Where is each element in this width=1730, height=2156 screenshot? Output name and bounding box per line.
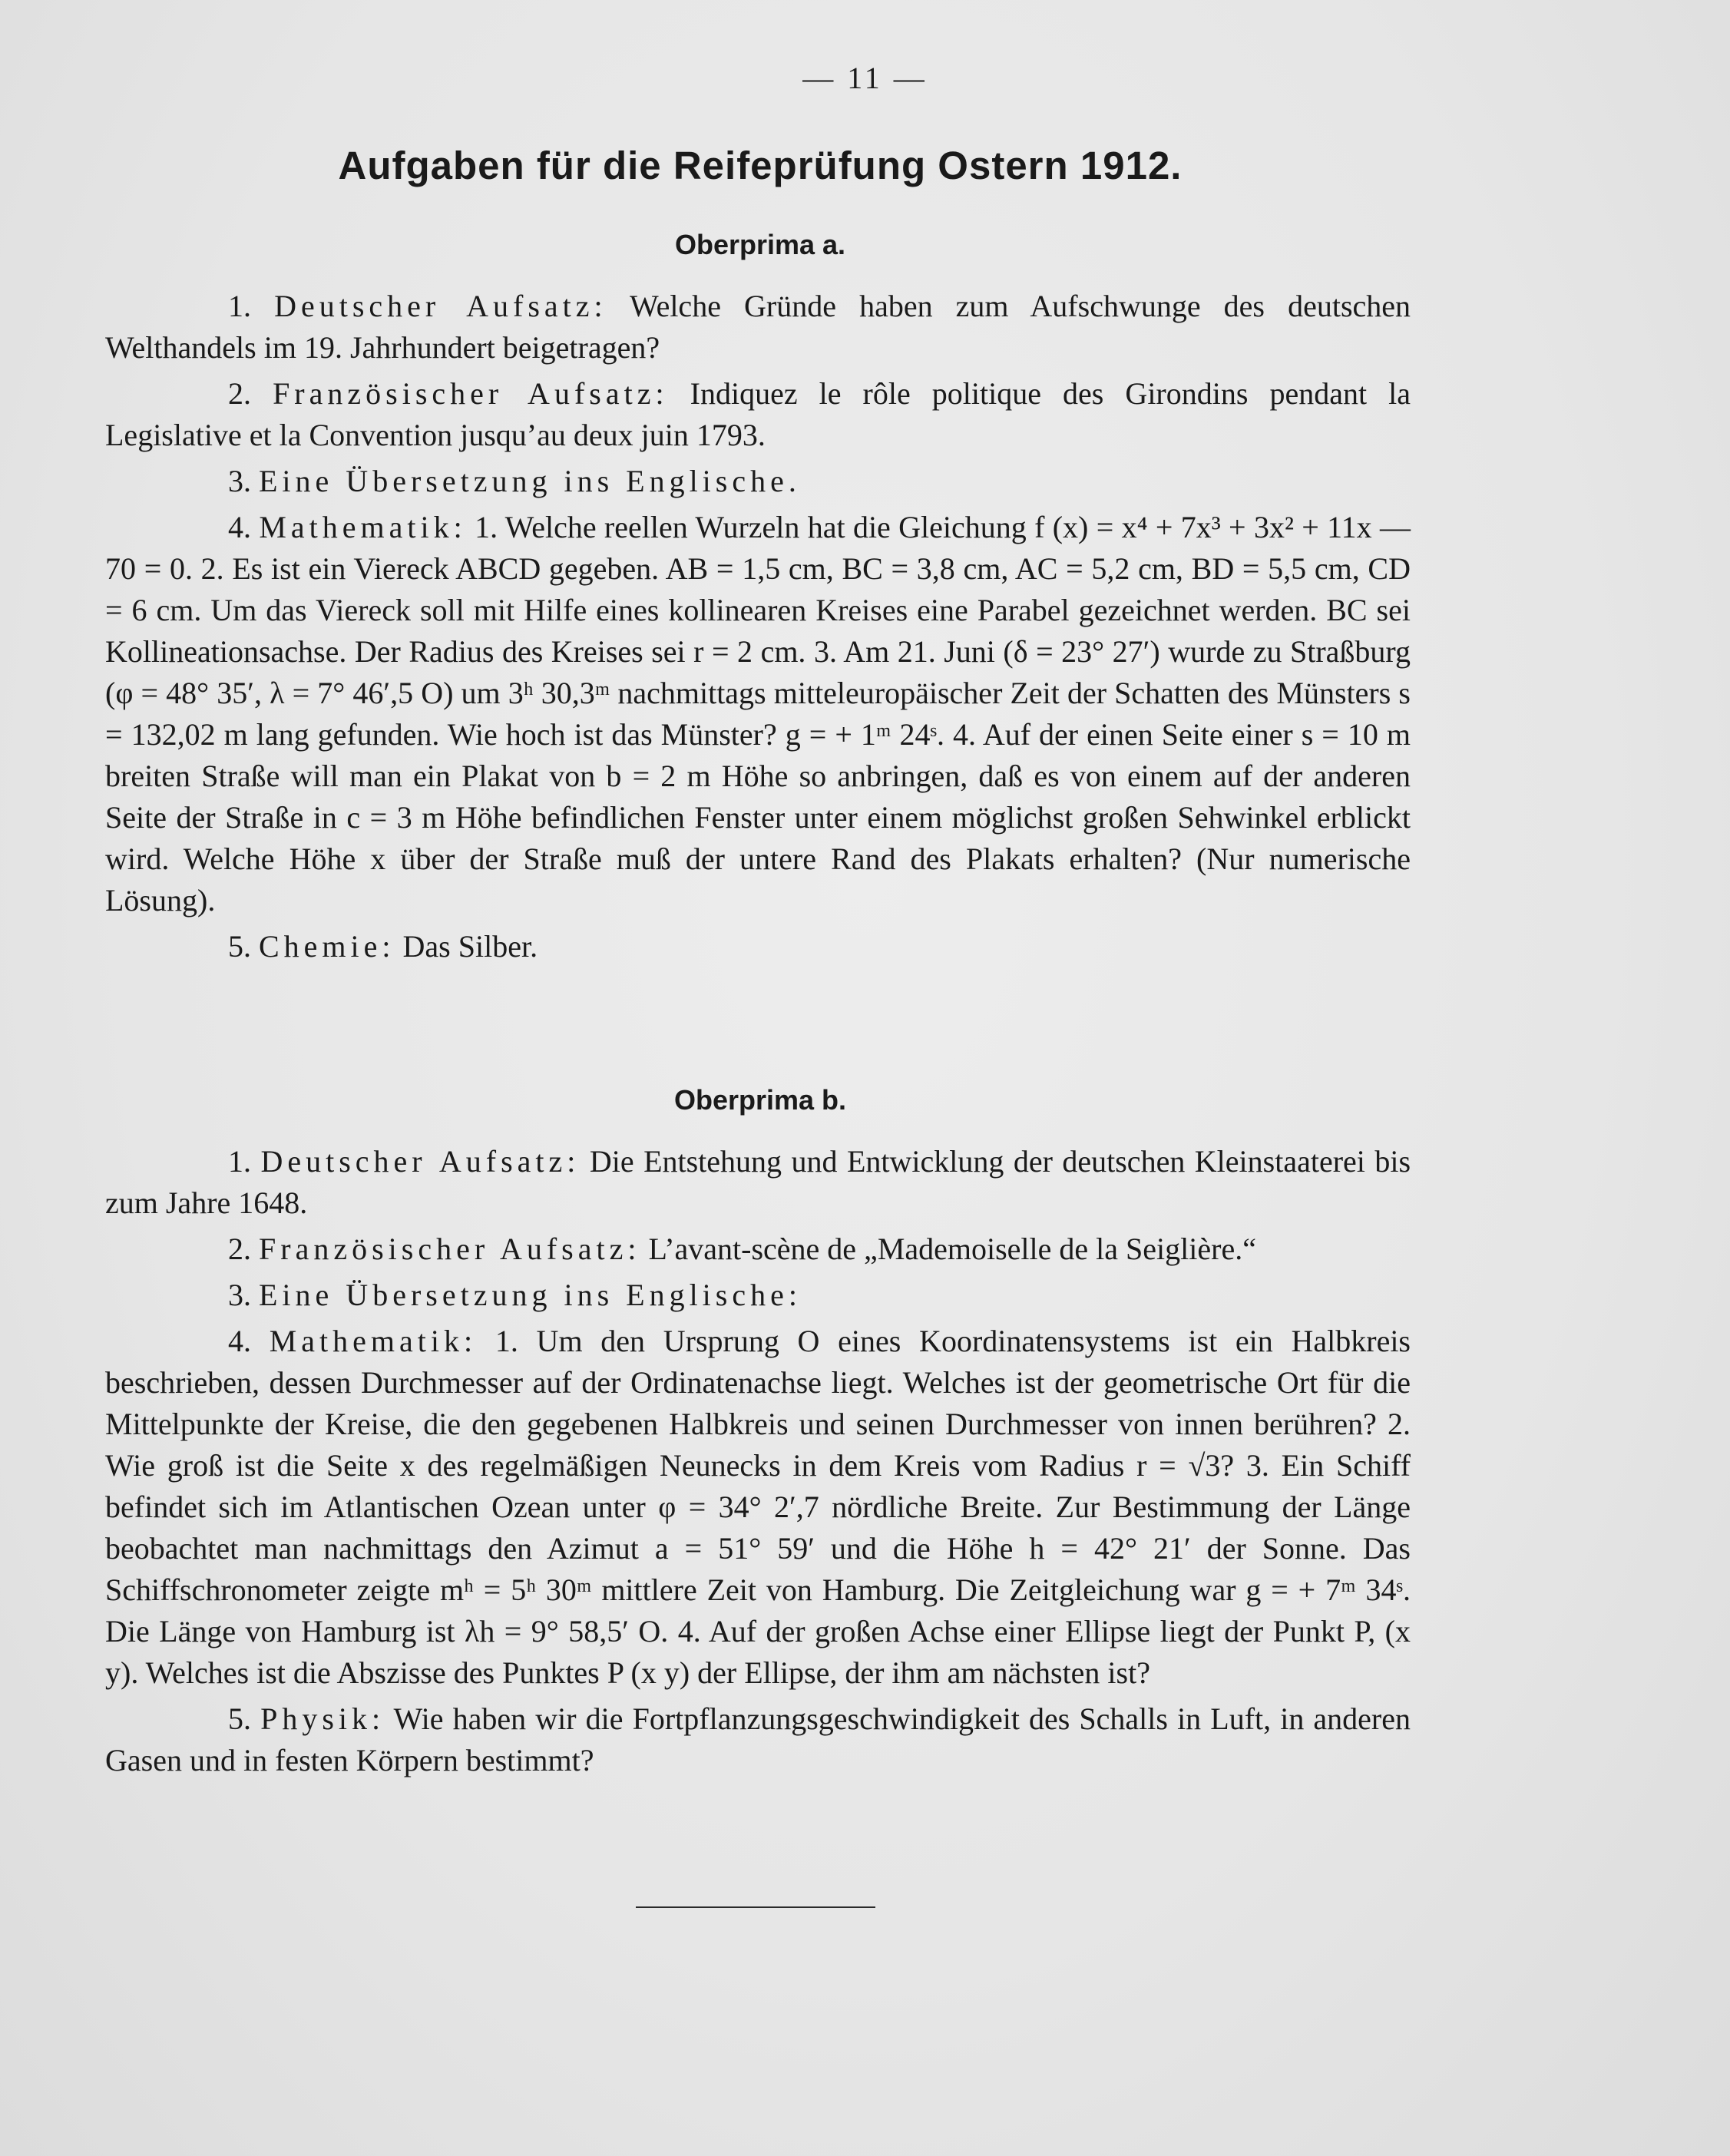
task-item — [105, 926, 1411, 967]
task-subject: Eine Übersetzung ins Englische. — [259, 464, 801, 498]
task-item — [105, 286, 1411, 369]
task-item — [105, 373, 1411, 456]
section-heading-oberprima-a: Oberprima a. — [674, 229, 846, 260]
task-item — [105, 461, 1411, 502]
task-item — [105, 1698, 1411, 1781]
task-number: 2. — [228, 1232, 251, 1266]
task-subject: Deutscher Aufsatz: — [260, 1144, 581, 1179]
task-number: 4. — [228, 510, 251, 544]
task-subject: Chemie: — [259, 929, 395, 964]
task-text: Indiquez le rôle politique des Girondins pendant la Legislative et la Convention jusqu’au deux juin 1793. — [105, 376, 1411, 452]
task-item — [105, 1321, 1411, 1694]
task-text: 1. Um den Ursprung O eines Koordinatensystems ist ein Halbkreis beschrieben, dessen Durchmesser auf der Ordinatenachse liegt. Welches ist der geometrische Ort für die Mittelpunkte der Kreise, die den gegebenen Halbkreis und seinen Durchmesser von innen berühren? 2. Wie groß ist die Seite x des regelmäßigen Neunecks in dem Kreis vom Radius r = √3? 3. Ein Schiff befindet sich im Atlantischen Ozean unter φ = 34° 2′,7 nördliche Breite. Zur Bestimmung der Länge beobachtet man nachmittags den Azimut a = 51° 59′ und die Höhe h = 42° 21′ der Sonne. Das Schiffschronometer zeigte mʰ = 5ʰ 30ᵐ mittlere Zeit von Hamburg. Die Zeitgleichung war g = + 7ᵐ 34ˢ. Die Länge von Hamburg ist λh = 9° 58,5′ O. 4. Auf der großen Achse einer Ellipse liegt der Punkt P, (x y). Welches ist die Abszisse des Punktes P (x y) der Ellipse, der ihm am nächsten ist? — [105, 1324, 1411, 1690]
task-text: Die Entstehung und Entwicklung der deutschen Kleinstaaterei bis zum Jahre 1648. — [105, 1144, 1411, 1220]
task-item — [105, 1141, 1411, 1224]
task-item — [105, 1228, 1411, 1270]
task-number: 5. — [228, 1701, 251, 1736]
task-number: 4. — [228, 1324, 251, 1358]
task-subject: Mathematik: — [269, 1324, 478, 1358]
page-title: Aufgaben für die Reifeprüfung Ostern 1912. — [338, 144, 1183, 187]
task-item — [105, 1275, 1411, 1316]
section-a-body — [105, 286, 1411, 967]
task-subject: Französischer Aufsatz: — [273, 376, 669, 411]
task-text: Wie haben wir die Fortpflanzungsgeschwindigkeit des Schalls in Luft, in anderen Gasen und in festen Körpern bestimmt? — [105, 1701, 1411, 1777]
page-number: — 11 — — [802, 61, 928, 95]
task-subject: Eine Übersetzung ins Englische: — [259, 1278, 802, 1312]
closing-rule-divider — [636, 1906, 875, 1908]
task-subject: Deutscher Aufsatz: — [274, 289, 607, 323]
section-b-body — [105, 1141, 1411, 1781]
task-text: Welche Gründe haben zum Aufschwunge des deutschen Welthandels im 19. Jahrhundert beigetragen? — [105, 289, 1411, 365]
task-number: 3. — [228, 464, 251, 498]
task-number: 5. — [228, 929, 251, 964]
task-subject: Physik: — [260, 1701, 385, 1736]
task-subject: Französischer Aufsatz: — [259, 1232, 641, 1266]
task-number: 3. — [228, 1278, 251, 1312]
section-heading-oberprima-b: Oberprima b. — [673, 1084, 847, 1116]
task-number: 1. — [228, 1144, 251, 1179]
task-item — [105, 507, 1411, 921]
task-number: 2. — [228, 376, 251, 411]
task-number: 1. — [228, 289, 251, 323]
task-subject: Mathematik: — [259, 510, 467, 544]
task-text: 1. Welche reellen Wurzeln hat die Gleichung f (x) = x⁴ + 7x³ + 3x² + 11x — 70 = 0. 2. Es ist ein Viereck ABCD gegeben. AB = 1,5 cm, BC = 3,8 cm, AC = 5,2 cm, BD = 5,5 cm, CD = 6 cm. Um das Viereck soll mit Hilfe eines kollinearen Kreises eine Parabel gezeichnet werden. BC sei Kollineationsachse. Der Radius des Kreises sei r = 2 cm. 3. Am 21. Juni (δ = 23° 27′) wurde zu Straßburg (φ = 48° 35′, λ = 7° 46′,5 O) um 3ʰ 30,3ᵐ nachmittags mitteleuropäischer Zeit der Schatten des Münsters s = 132,02 m lang gefunden. Wie hoch ist das Münster? g = + 1ᵐ 24ˢ. 4. Auf der einen Seite einer s = 10 m breiten Straße will man ein Plakat von b = 2 m Höhe so anbringen, daß es von einem auf der anderen Seite der Straße in c = 3 m Höhe befindlichen Fenster unter einem möglichst großen Sehwinkel erblickt wird. Welche Höhe x über der Straße muß der untere Rand des Plakats erhalten? (Nur numerische Lösung). — [105, 510, 1411, 918]
task-text: Das Silber. — [402, 929, 538, 964]
task-text: L’avant-scène de „Mademoiselle de la Seiglière.“ — [648, 1232, 1256, 1266]
